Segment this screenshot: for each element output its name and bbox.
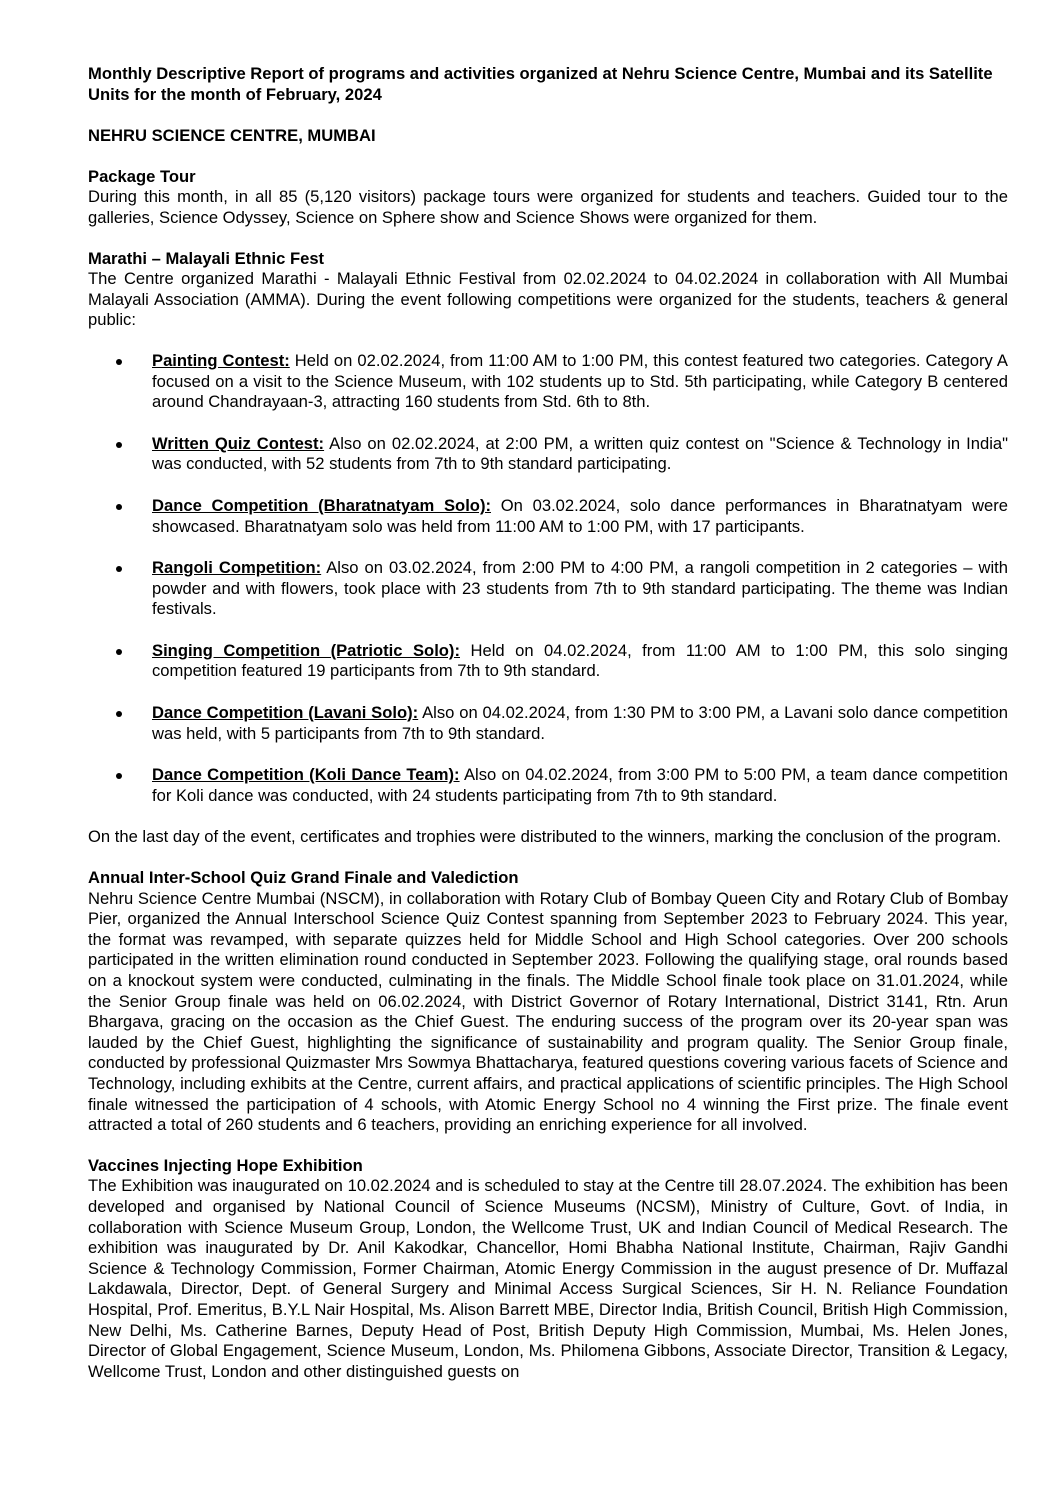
section-text: Nehru Science Centre Mumbai (NSCM), in collaboration with Rotary Club of Bombay Queen City and Rotary Club of Bombay Pier, organized the Annual Interschool Science Quiz Contest spanning from September 2023 to February 2024. This year, the format was revamped, with separate quizzes held for Middle School and High School categories. Over 200 schools participated in the written elimination round conducted in September 2023. Following the qualifying stage, oral rounds based on a knockout system were conducted, culminating in the finals. The Middle School finale took place on 31.01.2024, while the Senior Group finale was held on 06.02.2024, with District Governor of Rotary International, District 3141, Rtn. Arun Bhargava, gracing on the occasion as the Chief Guest. The enduring success of the program over its 20-year span was lauded by the Chief Guest, highlighting the significance of sustainability and program quality. The Senior Group finale, conducted by professional Quizmaster Mrs Sowmya Bhattacharya, featured questions covering various facets of Science and Technology, including exhibits at the Centre, current affairs, and practical applications of scientific principles. The High School finale witnessed the participation of 4 schools, with Atomic Energy School no 4 winning the First prize. The finale event attracted a total of 260 students and 6 teachers, providing an enriching experience for all involved. (88, 888, 1008, 1135)
item-text: Also on 04.02.2024, from 3:00 PM to 5:00 PM, a team dance competition for Koli dance was conducted, with 24 students participating from 7th to 9th standard. (152, 765, 1008, 805)
item-label: Dance Competition (Bharatnatyam Solo): (152, 495, 491, 515)
bullet-icon (116, 711, 122, 717)
list-item (88, 765, 1008, 806)
bullet-icon (116, 649, 122, 655)
item-label: Dance Competition (Koli Dance Team): (152, 765, 460, 785)
item-text: Held on 02.02.2024, from 11:00 AM to 1:00 PM, this contest featured two categories. Category A focused on a visit to the Science Museum, with 102 students up to Std. 5th participating, while Category B centered around Chandrayaan-3, attracting 160 students from Std. 6th to 8th. (152, 350, 1008, 412)
item-text: Also on 02.02.2024, at 2:00 PM, a written quiz contest on "Science & Technology in India" was conducted, with 52 students from 7th to 9th standard participating. (152, 433, 1009, 474)
list-item (88, 641, 1008, 682)
list-item (88, 351, 1008, 413)
item-text: Also on 04.02.2024, from 1:30 PM to 3:00 PM, a Lavani solo dance competition was held, with 5 participants from 7th to 9th standard. (152, 703, 1008, 743)
section-intro: The Centre organized Marathi - Malayali Ethnic Festival from 02.02.2024 to 04.02.2024 in collaboration with All Mumbai Malayali Association (AMMA). During the event following competitions were organized for the students, teachers & general public: (88, 269, 1008, 330)
bullet-icon (116, 504, 122, 510)
bullet-icon (116, 359, 122, 365)
section-closing: On the last day of the event, certificates and trophies were distributed to the winners, marking the conclusion of the program. (88, 827, 1002, 847)
section-heading: Vaccines Injecting Hope Exhibition (88, 1155, 363, 1175)
section-text: During this month, in all 85 (5,120 visitors) package tours were organized for students and teachers. Guided tour to the galleries, Science Odyssey, Science on Sphere show and Science Shows were organized for them. (88, 187, 1008, 227)
report-title: Monthly Descriptive Report of programs and activities organized at Nehru Science Centre, Mumbai and its Satellite Units for the month of February, 2024 (88, 64, 993, 104)
report-page (88, 64, 1008, 1382)
section-heading: Marathi – Malayali Ethnic Fest (88, 248, 325, 268)
item-label: Rangoli Competition: (152, 558, 322, 578)
list-item (88, 703, 1008, 744)
competition-list (88, 351, 1008, 807)
item-text: Also on 03.02.2024, from 2:00 PM to 4:00 PM, a rangoli competition in 2 categories – with powder and with flowers, took place with 23 students from 7th to 9th standard participating. The theme was Indian festivals. (152, 558, 1008, 619)
item-label: Singing Competition (Patriotic Solo): (152, 640, 460, 660)
bullet-icon (116, 442, 122, 448)
centre-name: NEHRU SCIENCE CENTRE, MUMBAI (88, 126, 376, 146)
package-tour-section (88, 167, 1008, 229)
item-text: Held on 04.02.2024, from 11:00 AM to 1:00 PM, this solo singing competition featured 19 participants from 7th to 9th standard. (152, 640, 1008, 681)
item-text: On 03.02.2024, solo dance performances in Bharatnatyam were showcased. Bharatnatyam solo was held from 11:00 AM to 1:00 PM, with 17 participants. (152, 495, 1008, 536)
bullet-icon (116, 566, 122, 572)
list-item (88, 496, 1008, 537)
quiz-finale-section (88, 868, 1008, 1136)
section-text: The Exhibition was inaugurated on 10.02.2024 and is scheduled to stay at the Centre till 28.07.2024. The exhibition has been developed and organised by National Council of Science Museums (NCSM), Ministry of Culture, Govt. of India, in collaboration with Science Museum Group, London, the Wellcome Trust, UK and Indian Council of Medical Research. The exhibition was inaugurated by Dr. Anil Kakodkar, Chancellor, Homi Bhabha National Institute, Chairman, Rajiv Gandhi Science & Technology Commission, Former Chairman, Atomic Energy Commission in the august presence of Dr. Muffazal Lakdawala, Director, Dept. of General Surgery and Minimal Access Surgical Sciences, Sir H. N. Reliance Foundation Hospital, Prof. Emeritus, B.Y.L Nair Hospital, Ms. Alison Barrett MBE, Director India, British Council, British High Commission, New Delhi, Ms. Catherine Barnes, Deputy Head of Post, British Deputy High Commission, Mumbai, Ms. Helen Jones, Director of Global Engagement, Science Museum, London, Ms. Philomena Gibbons, Associate Director, Transition & Legacy, Wellcome Trust, London and other distinguished guests on (88, 1176, 1008, 1381)
item-label: Written Quiz Contest: (152, 433, 325, 453)
item-label: Dance Competition (Lavani Solo): (152, 703, 419, 723)
list-item (88, 434, 1008, 475)
section-heading: Annual Inter-School Quiz Grand Finale and Valediction (88, 868, 519, 888)
bullet-icon (116, 773, 122, 779)
section-heading: Package Tour (88, 166, 196, 186)
list-item (88, 558, 1008, 620)
ethnic-fest-section (88, 249, 1008, 848)
vaccines-exhibition-section (88, 1156, 1008, 1383)
item-label: Painting Contest: (152, 350, 290, 370)
